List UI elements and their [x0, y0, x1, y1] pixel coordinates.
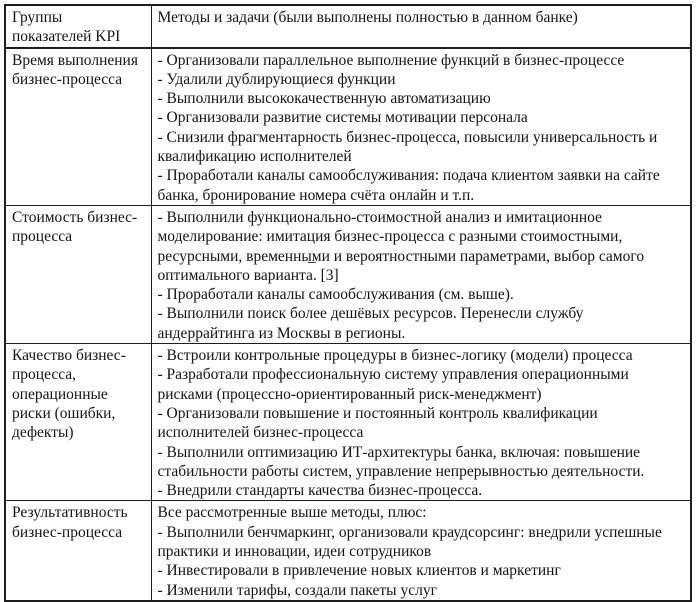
kpi-methods-table: [4, 4, 692, 602]
methods-cell: [151, 205, 691, 343]
method-item: - Инвестировали в привлечение новых клиентов и маркетинг: [157, 562, 561, 580]
table-row-cost: [5, 205, 691, 343]
method-item: - Удалили дублирующиеся функции: [157, 70, 396, 88]
kpi-group-cell: Стоимость бизнес-процесса: [5, 205, 151, 343]
method-item: - Выполнили поиск более дешёвых ресурсов. Перенесли службу андеррайтинга из Москвы в регионы.: [157, 305, 584, 342]
method-item: - Встроили контрольные процедуры в бизнес-логику (модели) процесса: [157, 347, 633, 365]
method-item: - Разработали профессиональную систему управления операционными рисками (процессно-ориентированный риск-менеджмент): [157, 366, 629, 403]
table-row-effectiveness: [5, 501, 691, 601]
method-item: - Организовали параллельное выполнение функций в бизнес-процессе: [157, 51, 625, 69]
method-item: - Организовали повышение и постоянный контроль квалификации исполнителей бизнес-процесса: [157, 404, 598, 442]
method-item: - Проработали каналы самообслуживания: подача клиентом заявки на сайте банка, бронирование номера счёта онлайн и т.п.: [157, 167, 660, 204]
kpi-group-cell: Результативность бизнес-процесса: [5, 501, 151, 601]
kpi-group-cell: Время выполнения бизнес-процесса: [5, 48, 151, 206]
method-item: Все рассмотренные выше методы, плюс:: [157, 504, 427, 522]
kpi-group-cell: Качество бизнес-процесса, операционные риски (ошибки, дефекты): [5, 344, 151, 501]
method-item: - Выполнили высококачественную автоматизацию: [157, 90, 491, 108]
table-header-row: [5, 5, 691, 48]
header-group-column: Группы показателей KPI: [5, 5, 151, 48]
methods-cell: [151, 48, 691, 206]
table-row-quality: [5, 344, 691, 501]
methods-cell: [151, 344, 691, 501]
method-item: - Внедрили стандарты качества бизнес-процесса.: [157, 482, 483, 500]
method-item: - Выполнили бенчмаркинг, организовали краудсорсинг: внедрили успешные практики и инновации, идеи сотрудников: [157, 523, 662, 561]
method-item: - Выполнили функционально-стоимостной анализ и имитационное моделирование: имитация бизнес-процесса с разными стоимостными, ресурсными, временны̲ми и вероятностными параметрами, выбор самого оптимального варианта. [3]: [157, 208, 645, 284]
method-item: - Снизили фрагментарность бизнес-процесса, повысили универсальность и квалификацию исполнителей: [157, 128, 658, 166]
methods-cell: [151, 501, 691, 601]
table-row-time: [5, 48, 691, 206]
method-item: - Организовали развитие системы мотивации персонала: [157, 109, 528, 127]
method-item: - Выполнили оптимизацию ИТ-архитектуры банка, включая: повышение стабильности работы систем, управление непрерывностью деятельности.: [157, 443, 645, 480]
method-item: - Проработали каналы самообслуживания (см. выше).: [157, 286, 514, 304]
header-methods-column: Методы и задачи (были выполнены полностью в данном банке): [151, 5, 691, 48]
method-item: - Изменили тарифы, создали пакеты услуг: [157, 581, 437, 599]
